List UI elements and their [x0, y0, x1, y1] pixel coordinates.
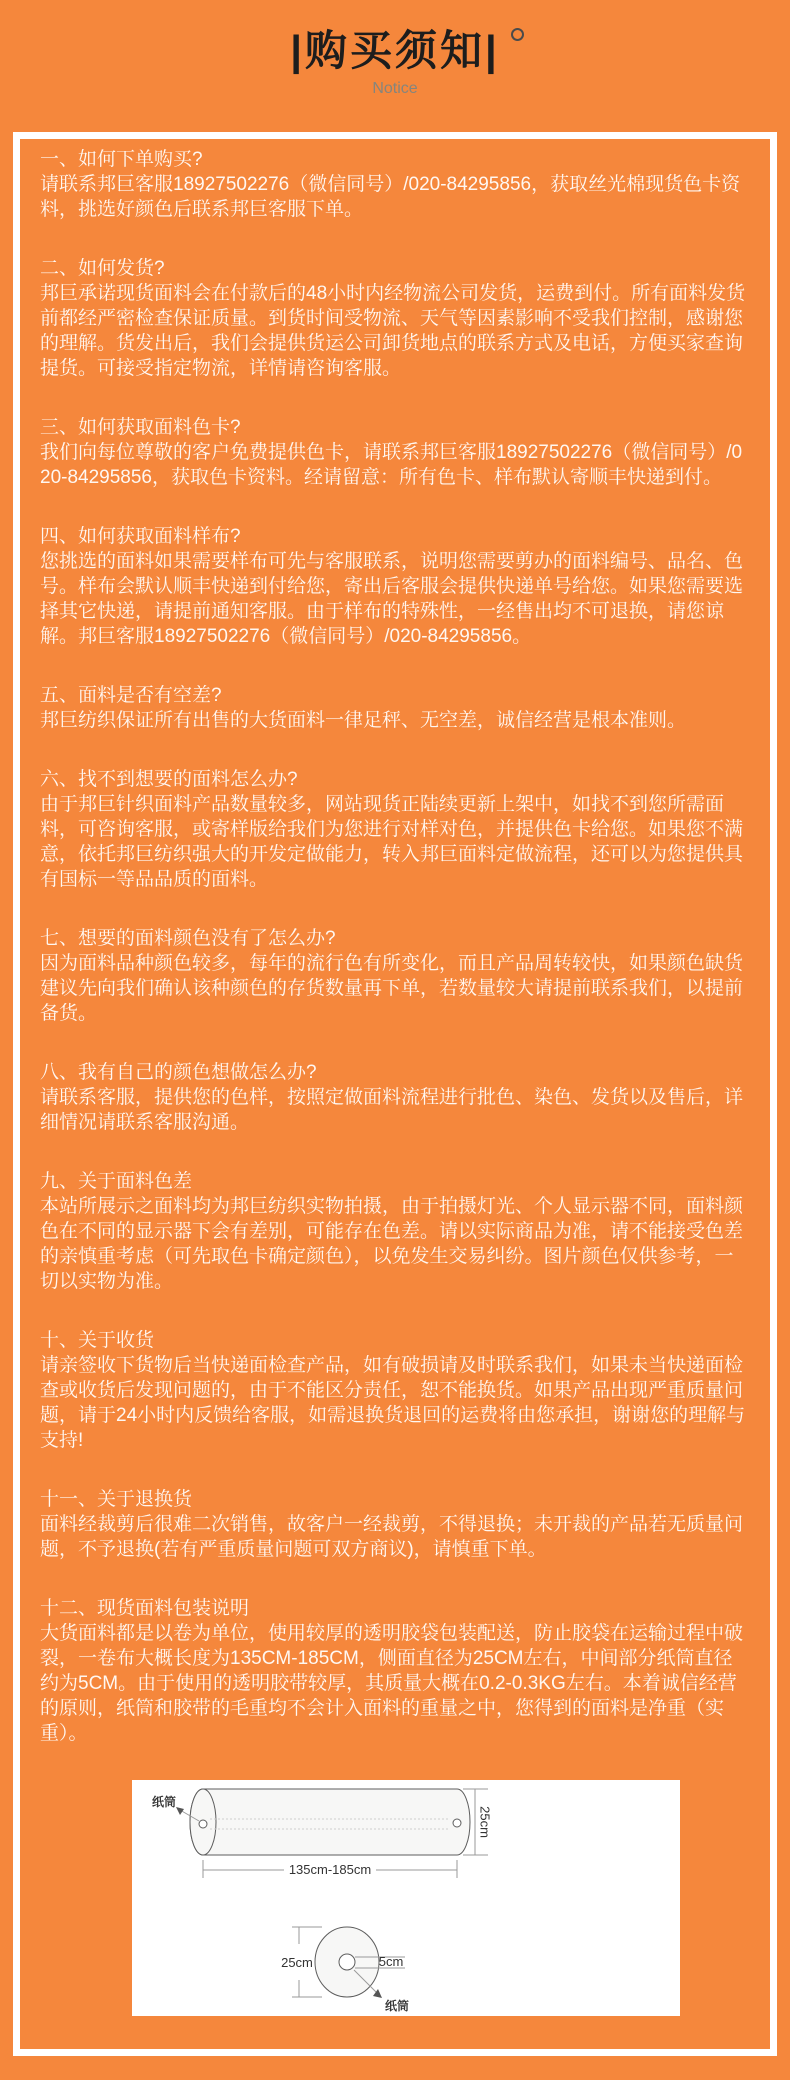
notice-section-9: [40, 1169, 750, 1294]
core-label-side: 纸筒: [152, 1795, 177, 1809]
section-heading: 十一、关于退换货: [40, 1489, 193, 1510]
section-body: 邦巨纺织保证所有出售的大货面料一律足秤、无空差，诚信经营是根本准则。: [40, 710, 687, 731]
section-body: 大货面料都是以卷为单位，使用较厚的透明胶袋包装配送，防止胶袋在运输过程中破裂，一卷布大概长度为135CM-185CM，侧面直径为25CM左右，中间部分纸筒直径约为5CM。由于使用的透明胶带较厚，其质量大概在0.2-0.3KG左右。本着诚信经营的原则，纸筒和胶带的毛重均不会计入面料的重量之中，您得到的面料是净重（实重）。: [40, 1623, 744, 1744]
paper-core-right: [453, 1819, 461, 1827]
section-heading: 一、如何下单购买?: [40, 149, 203, 170]
section-body: 本站所展示之面料均为邦巨纺织实物拍摄，由于拍摄灯光、个人显示器不同，面料颜色在不同的显示器下会有差别，可能存在色差。请以实际商品为准，请不能接受色差的亲慎重考虑（可先取色卡确定颜色），以免发生交易纠纷。图片颜色仅供参考，一切以实物为准。: [40, 1196, 744, 1292]
paper-core-front: [339, 1954, 355, 1970]
notice-section-6: [40, 767, 750, 892]
section-body: 请联系客服，提供您的色样，按照定做面料流程进行批色、染色、发货以及售后，详细情况请联系客服沟通。: [40, 1087, 744, 1133]
notice-section-7: [40, 926, 750, 1026]
notice-section-2: [40, 256, 750, 381]
section-heading: 八、我有自己的颜色想做怎么办?: [40, 1062, 317, 1083]
section-heading: 五、面料是否有空差?: [40, 685, 222, 706]
front-diameter-label: 25cm: [281, 1955, 313, 1970]
section-body: 请亲签收下货物后当快递面检查产品，如有破损请及时联系我们，如果未当快递面检查或收货后发现问题的，由于不能区分责任，恕不能换货。如果产品出现严重质量问题，请于24小时内反馈给客服，如需退换货退回的运费将由您承担，谢谢您的理解与支持!: [40, 1355, 746, 1451]
section-heading: 六、找不到想要的面料怎么办?: [40, 769, 298, 790]
section-body: 面料经裁剪后很难二次销售，故客户一经裁剪，不得退换；未开裁的产品若无质量问题，不予退换(若有严重质量问题可双方商议)，请慎重下单。: [40, 1514, 744, 1560]
notice-section-3: [40, 415, 750, 490]
section-heading: 九、关于面料色差: [40, 1171, 193, 1192]
section-body: 您挑选的面料如果需要样布可先与客服联系，说明您需要剪办的面料编号、品名、色号。样布会默认顺丰快递到付给您，寄出后客服会提供快递单号给您。如果您需要选择其它快递，请提前通知客服。由于样布的特殊性，一经售出均不可退换，请您谅解。邦巨客服18927502276（微信同号）/020-84295856。: [40, 551, 744, 647]
packaging-diagram: [132, 1780, 680, 2016]
length-label: 135cm-185cm: [288, 1862, 372, 1877]
notice-section-10: [40, 1328, 750, 1453]
section-body: 因为面料品种颜色较多，每年的流行色有所变化，而且产品周转较快，如果颜色缺货建议先向我们确认该种颜色的存货数量再下单，若数量较大请提前联系我们，以提前备货。: [40, 953, 744, 1024]
notice-section-1: [40, 147, 750, 222]
page-subtitle: Notice: [372, 80, 418, 97]
page-title: |购买须知|: [290, 27, 500, 74]
section-body: 邦巨承诺现货面料会在付款后的48小时内经物流公司发货，运费到付。所有面料发货前都经严密检查保证质量。到货时间受物流、天气等因素影响不受我们控制，感谢您的理解。货发出后，我们会提供货运公司卸货地点的联系方式及电话，方便买家查询提货。可接受指定物流，详情请咨询客服。: [40, 283, 746, 379]
section-body: 请联系邦巨客服18927502276（微信同号）/020-84295856，获取丝光棉现货色卡资料，挑选好颜色后联系邦巨客服下单。: [40, 174, 741, 220]
section-heading: 十二、现货面料包装说明: [40, 1598, 250, 1619]
notice-section-8: [40, 1060, 750, 1135]
section-heading: 十、关于收货: [40, 1330, 155, 1351]
degree-circle-icon: [511, 28, 524, 41]
section-heading: 四、如何获取面料样布?: [40, 526, 241, 547]
notice-section-4: [40, 524, 750, 649]
roll-side-view: [152, 1789, 493, 1878]
fabric-roll-diagram: [132, 1780, 680, 2016]
section-body: 由于邦巨针织面料产品数量较多，网站现货正陆续更新上架中，如找不到您所需面料，可咨询客服，或寄样版给我们为您进行对样对色，并提供色卡给您。如果您不满意，依托邦巨纺织强大的开发定做能力，转入邦巨面料定做流程，还可以为您提供具有国标一等品品质的面料。: [40, 794, 744, 890]
section-heading: 三、如何获取面料色卡?: [40, 417, 241, 438]
section-heading: 二、如何发货?: [40, 258, 165, 279]
page-header: [0, 0, 790, 98]
arrowhead: [176, 1807, 184, 1815]
section-body: 我们向每位尊敬的客户免费提供色卡，请联系邦巨客服18927502276（微信同号）/020-84295856，获取色卡资料。经请留意：所有色卡、样布默认寄顺丰快递到付。: [40, 442, 743, 488]
notice-panel: [13, 132, 777, 2056]
paper-core-left: [199, 1820, 207, 1828]
core-diameter-label: 5cm: [378, 1954, 404, 1969]
roll-front-view: [281, 1927, 409, 2013]
notice-section-11: [40, 1487, 750, 1562]
core-label-front: 纸筒: [385, 1999, 410, 2013]
notice-section-5: [40, 683, 750, 733]
title-wrap: [290, 26, 500, 76]
section-heading: 七、想要的面料颜色没有了怎么办?: [40, 928, 336, 949]
side-diameter-label: 25cm: [477, 1806, 493, 1838]
notice-section-12: [40, 1596, 750, 1746]
